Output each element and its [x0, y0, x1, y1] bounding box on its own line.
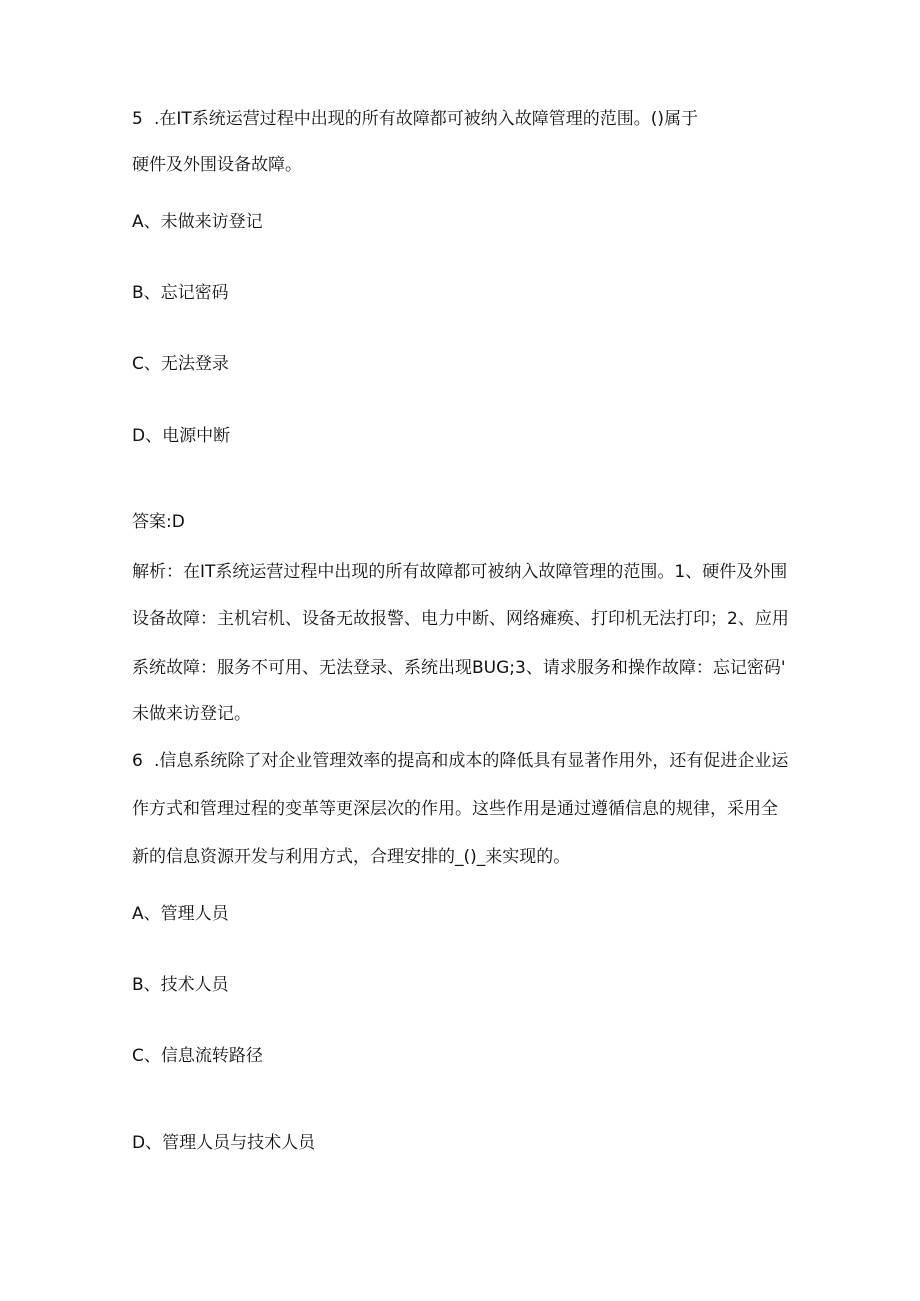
question-5-analysis-line-3: 系统故障：服务不可用、无法登录、系统出现BUG;3、请求服务和操作故障：忘记密码': [132, 658, 786, 678]
question-5-stem-line-1: [132, 111, 698, 128]
question-number: 6: [132, 751, 143, 771]
question-6-option-d: D、管理人员与技术人员: [132, 1133, 316, 1153]
question-stem-text: .信息系统除了对企业管理效率的提高和成本的降低具有显著作用外，还有促进企业运: [154, 751, 789, 771]
question-5-option-b: B、忘记密码: [132, 283, 229, 303]
question-6-stem-line-3: 新的信息资源开发与利用方式，合理安排的_()_来实现的。: [132, 847, 571, 867]
question-5-option-d: D、电源中断: [132, 426, 231, 446]
question-6-option-c: C、信息流转路径: [132, 1046, 263, 1066]
question-5-analysis-line-4: 未做来访登记。: [132, 704, 251, 724]
question-6-stem-line-2: 作方式和管理过程的变革等更深层次的作用。这些作用是通过遵循信息的规律，采用全: [132, 799, 778, 819]
question-5-analysis-line-1: 解析：在IT系统运营过程中出现的所有故障都可被纳入故障管理的范围。1、硬件及外围: [132, 562, 788, 582]
question-5-option-a: A、未做来访登记: [132, 212, 263, 232]
question-5-stem-line-2: 硬件及外围设备故障。: [132, 155, 302, 175]
question-5-option-c: C、无法登录: [132, 354, 229, 374]
question-6-option-b: B、技术人员: [132, 975, 229, 995]
question-number: 5: [132, 109, 143, 129]
question-6-stem-line-1: [132, 753, 788, 770]
question-5-analysis-line-2: 设备故障：主机宕机、设备无故报警、电力中断、网络瘫痪、打印机无法打印；2、应用: [132, 609, 789, 629]
question-6-option-a: A、管理人员: [132, 904, 229, 924]
question-5-answer: 答案:D: [132, 512, 185, 532]
question-stem-text: .在IT系统运营过程中出现的所有故障都可被纳入故障管理的范围。()属于: [154, 109, 699, 129]
